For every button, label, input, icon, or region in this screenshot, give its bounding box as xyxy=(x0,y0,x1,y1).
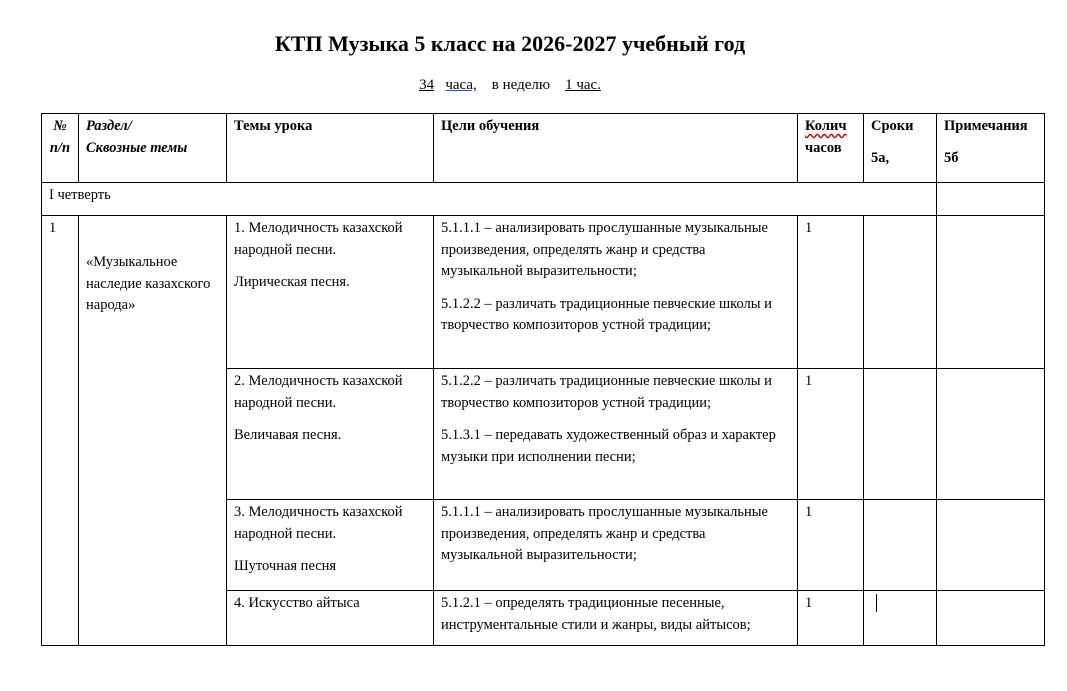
lesson-topic-title: 1. Мелодичность казахской народной песни. xyxy=(234,220,403,258)
lesson-hours: 1 xyxy=(798,216,864,369)
header-dates xyxy=(864,114,937,183)
lesson-goals xyxy=(434,500,798,591)
quarter-label: I четверть xyxy=(42,183,937,216)
lesson-goal: 5.1.2.1 – определять традиционные песенные, инструментальные стили и жанры, виды айтысов; xyxy=(441,595,751,633)
lesson-goal: 5.1.2.2 – различать традиционные певческие школы и творчество композиторов устной традиции; xyxy=(441,295,772,333)
lesson-notes[interactable] xyxy=(937,591,1045,646)
header-section-line1: Раздел/ xyxy=(86,118,132,134)
header-number-line2: п/п xyxy=(49,139,71,156)
table-row xyxy=(42,216,1045,369)
lesson-goal: 5.1.2.2 – различать традиционные певческие школы и творчество композиторов устной традиции; xyxy=(441,373,772,411)
header-notes-line1: Примечания xyxy=(944,118,1028,134)
lesson-dates[interactable] xyxy=(864,591,937,646)
ktp-table xyxy=(41,113,1045,646)
lesson-topic xyxy=(227,500,434,591)
lesson-topic-title: 3. Мелодичность казахской народной песни. xyxy=(234,504,403,542)
lesson-hours: 1 xyxy=(798,500,864,591)
lesson-notes[interactable] xyxy=(937,369,1045,500)
header-number xyxy=(42,114,79,183)
header-hours-line1: Колич xyxy=(805,118,847,134)
lesson-hours: 1 xyxy=(798,591,864,646)
header-goals: Цели обучения xyxy=(434,114,798,183)
header-topics: Темы урока xyxy=(227,114,434,183)
header-dates-line2: 5а, xyxy=(871,149,890,166)
lesson-topic xyxy=(227,369,434,500)
header-dates-line1: Сроки xyxy=(871,118,914,134)
row-number: 1 xyxy=(42,216,79,646)
lesson-dates[interactable] xyxy=(864,369,937,500)
lesson-topic-subtitle: Шуточная песня xyxy=(234,558,337,574)
lesson-goal: 5.1.1.1 – анализировать прослушанные музыкальные произведения, определять жанр и средства музыкальной выразительности; xyxy=(441,220,768,279)
header-row xyxy=(42,114,1045,183)
lesson-topic xyxy=(227,216,434,369)
hours-total: 34 xyxy=(419,77,435,93)
lesson-goals xyxy=(434,591,798,646)
lesson-dates[interactable] xyxy=(864,216,937,369)
per-week-label: в неделю xyxy=(491,77,551,93)
lesson-topic-title: 4. Искусство айтыса xyxy=(234,595,360,611)
lesson-notes[interactable] xyxy=(937,216,1045,369)
quarter-row xyxy=(42,183,1045,216)
section-name: «Музыкальное наследие казахского народа» xyxy=(79,216,227,646)
text-cursor xyxy=(876,594,877,612)
lesson-topic xyxy=(227,591,434,646)
lesson-topic-subtitle: Лирическая песня. xyxy=(234,274,350,290)
document-title: КТП Музыка 5 класс на 2026-2027 учебный год xyxy=(274,31,746,56)
header-hours xyxy=(798,114,864,183)
header-section xyxy=(79,114,227,183)
hours-word: часа, xyxy=(445,77,477,93)
lesson-topic-title: 2. Мелодичность казахской народной песни. xyxy=(234,373,403,411)
header-notes xyxy=(937,114,1045,183)
lesson-notes[interactable] xyxy=(937,500,1045,591)
lesson-hours: 1 xyxy=(798,369,864,500)
header-notes-line2: 5б xyxy=(944,149,959,166)
header-section-line2: Сквозные темы xyxy=(86,139,188,156)
header-hours-line2: часов xyxy=(805,139,842,156)
lesson-goals xyxy=(434,369,798,500)
weekly-hours: 1 час. xyxy=(565,77,601,93)
quarter-empty-cell xyxy=(937,183,1045,216)
lesson-goals xyxy=(434,216,798,369)
header-number-line1: № xyxy=(53,118,67,134)
hours-info-line xyxy=(0,77,1020,94)
lesson-goal: 5.1.1.1 – анализировать прослушанные музыкальные произведения, определять жанр и средства музыкальной выразительности; xyxy=(441,504,768,563)
lesson-topic-subtitle: Величавая песня. xyxy=(234,427,342,443)
lesson-dates[interactable] xyxy=(864,500,937,591)
lesson-goal: 5.1.3.1 – передавать художественный образ и характер музыки при исполнении песни; xyxy=(441,427,776,465)
